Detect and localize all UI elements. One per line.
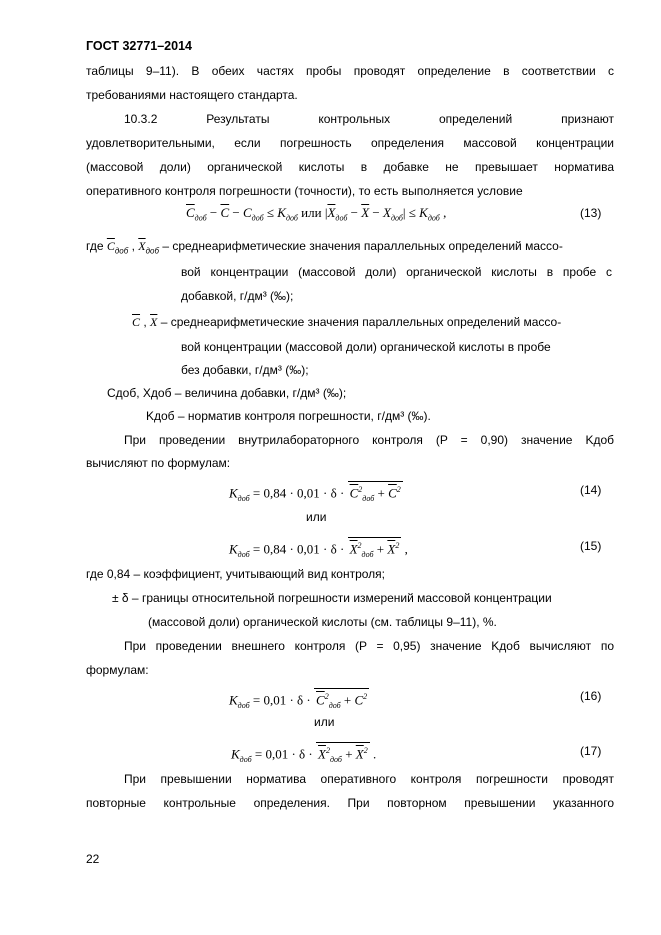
eq-symbol: K [229, 485, 238, 501]
eq-operator: − [229, 205, 243, 220]
eq-superscript: 2 [325, 746, 330, 755]
eq-subscript: доб [335, 213, 348, 223]
text-line: При проведении внутрилабораторного контроля (P = 0,90) значение Kдоб [124, 433, 614, 447]
eq-symbol: $\overline{X}$ [361, 205, 370, 220]
equation-15 [229, 537, 408, 563]
eq-operator: + [373, 541, 388, 557]
eq-subscript: доб [328, 700, 341, 710]
sqrt-radicand [314, 688, 369, 714]
eq-symbol: K [231, 746, 240, 762]
def-subscript: доб [114, 246, 129, 256]
eq-symbol: X [383, 205, 391, 220]
text-line: вычисляют по формулам: [86, 456, 231, 470]
eq-subscript: доб [362, 493, 375, 503]
definition-line: Cдоб, Xдоб – величина добавки, г/дм³ (‰); [107, 386, 347, 400]
eq-subscript: доб [329, 754, 342, 764]
eq-subscript: доб [285, 213, 298, 223]
eq-operator: , [439, 205, 447, 220]
text-line: оперативного контроля погрешности (точности), то есть выполняется условие [86, 184, 523, 198]
def-sep: , [128, 239, 139, 253]
text-line: (массовой доли) органической кислоты в добавке не превышает норматива [86, 160, 614, 174]
eq-symbol: C [354, 692, 364, 708]
equation-17 [231, 742, 376, 768]
eq-symbol: $\overline{C}$ [388, 485, 397, 501]
clause-heading: 10.3.2 Результаты контрольных определений признают [124, 112, 614, 126]
eq-operator: ≤ K [263, 205, 286, 220]
eq-subscript: доб [390, 213, 403, 223]
def-subscript: доб [145, 246, 159, 256]
equation-number: (13) [580, 206, 602, 220]
eq-operator: + [374, 485, 389, 501]
eq-superscript: 2 [363, 692, 368, 701]
sqrt-radicand [316, 742, 370, 768]
equation-number: (17) [580, 744, 602, 758]
definition-line: вой концентрации (массовой доли) органической кислоты в пробе [181, 340, 551, 354]
eq-operator: = 0,84 · 0,01 · δ · [249, 485, 348, 501]
conjunction-or: или [314, 715, 335, 729]
text-line: таблицы 9–11). В обеих частях пробы проводят определение в соответствии с [86, 64, 614, 78]
equation-number: (15) [580, 539, 602, 553]
text-line: формулам: [86, 663, 149, 677]
eq-superscript: 2 [358, 485, 363, 494]
eq-operator: ≤ K [405, 205, 428, 220]
sqrt-radicand [348, 481, 403, 507]
equation-16 [229, 688, 369, 714]
eq-operator: = 0,01 · δ · [251, 746, 317, 762]
sqrt-radicand [348, 537, 402, 563]
eq-symbol: K [229, 541, 238, 557]
eq-operator: . [369, 746, 377, 762]
definition-line [86, 238, 563, 259]
eq-symbol: $\overline{X}$ [355, 746, 364, 762]
conjunction-or: или [306, 510, 327, 524]
def-symbol: $\overline{X}$ [138, 239, 146, 253]
text-line: ± δ – границы относительной погрешности измерений массовой концентрации [112, 591, 552, 605]
equation-number: (14) [580, 483, 602, 497]
eq-symbol: K [229, 692, 238, 708]
eq-operator: + [341, 746, 356, 762]
eq-symbol: $\overline{C}$ [349, 485, 359, 501]
definition-line: добавкой, г/дм³ (‰); [181, 289, 294, 303]
eq-subscript: доб [237, 549, 250, 559]
eq-operator: = 0,01 · δ · [249, 692, 315, 708]
eq-symbol: C [243, 205, 252, 220]
eq-operator: + [340, 692, 355, 708]
definition-line: вой концентрации (массовой доли) органической кислоты в пробе с [181, 265, 612, 279]
eq-subscript: доб [427, 213, 440, 223]
equation-number: (16) [580, 689, 602, 703]
eq-operator: − [206, 205, 221, 220]
eq-superscript: 2 [395, 541, 400, 550]
def-symbol: $\overline{X}$ [150, 315, 158, 329]
document-header: ГОСТ 32771–2014 [86, 39, 192, 53]
text-line: требованиями настоящего стандарта. [86, 88, 298, 102]
def-symbol: $\overline{C}$ [106, 239, 115, 253]
equation-14 [229, 481, 403, 507]
text-line: При превышении норматива оперативного контроля погрешности проводят [124, 772, 614, 786]
eq-superscript: 2 [396, 485, 401, 494]
text-line: повторные контрольные определения. При повторном превышении указанного [86, 796, 614, 810]
eq-conjunction: или [297, 205, 325, 220]
eq-symbol: $\overline{X}$ [318, 746, 326, 762]
eq-superscript: 2 [357, 541, 362, 550]
eq-operator: − [369, 205, 383, 220]
eq-symbol: $\overline{X}$ [349, 541, 358, 557]
def-text: – среднеарифметические значения параллельных определений массо- [157, 315, 562, 329]
definition-line [132, 314, 561, 330]
def-text: – среднеарифметические значения параллельных определений массо- [158, 239, 563, 253]
text-line: где 0,84 – коэффициент, учитывающий вид контроля; [86, 567, 386, 581]
eq-operator: = 0,84 · 0,01 · δ · [249, 541, 348, 557]
eq-subscript: доб [237, 700, 250, 710]
page-number: 22 [86, 852, 100, 866]
eq-subscript: доб [361, 549, 374, 559]
eq-operator: , [401, 541, 408, 557]
definition-line: Kдоб – норматив контроля погрешности, г/дм³ (‰). [146, 409, 431, 423]
eq-symbol: $\overline{C}$ [220, 205, 230, 220]
eq-symbol: $\overline{X}$ [387, 541, 396, 557]
eq-operator: − [347, 205, 362, 220]
eq-subscript: доб [239, 754, 252, 764]
eq-symbol: $\overline{C}$ [316, 692, 325, 708]
eq-superscript: 2 [363, 746, 368, 755]
eq-symbol: $\overline{C}$ [186, 205, 195, 220]
equation-13: $\overline{C}_{доб} - \overline{C} - C_{доб} \le K_{доб}$ или $|\overline{X}_{доб} - \overline{X} - X_{доб}| \le K_{доб}$ , [186, 205, 447, 223]
eq-superscript: 2 [324, 692, 329, 701]
eq-subscript: доб [237, 493, 250, 503]
text-line: При проведении внешнего контроля (P = 0,95) значение Kдоб вычисляют по [124, 639, 614, 653]
def-sep: , [140, 315, 151, 329]
eq-symbol: $\overline{X}$ [327, 205, 336, 220]
eq-subscript: доб [194, 213, 207, 223]
definition-line: без добавки, г/дм³ (‰); [181, 363, 309, 377]
def-symbol: $\overline{C}$ [132, 315, 141, 329]
text-line: удовлетворительными, если погрешность определения массовой концентрации [86, 136, 614, 150]
text-line: (массовой доли) органической кислоты (см. таблицы 9–11), %. [148, 615, 497, 629]
eq-subscript: доб [251, 213, 264, 223]
def-lead: где [86, 239, 107, 253]
